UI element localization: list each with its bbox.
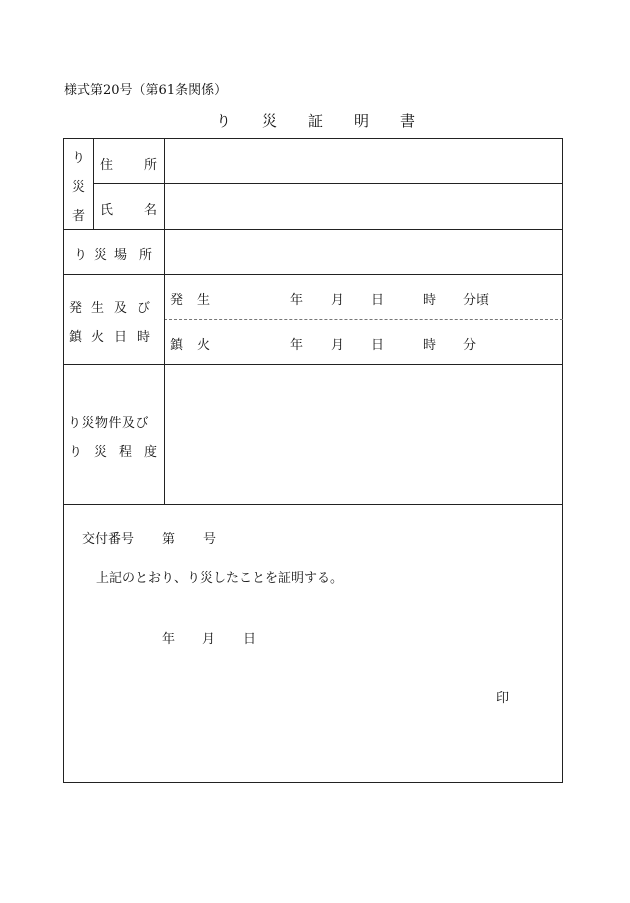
address-field[interactable] — [166, 141, 560, 181]
damage-label-line1: り災物件及び — [68, 416, 150, 431]
extinguish-label-char: 火 — [197, 338, 211, 353]
rule-victim-bottom — [63, 229, 563, 230]
issue-number-prefix: 第 — [162, 532, 176, 547]
name-label-char: 氏 — [100, 203, 114, 218]
title-char: 災 — [262, 112, 278, 130]
victim-label-char: 災 — [72, 180, 86, 195]
victim-label-char: り — [72, 151, 86, 166]
address-label-char: 所 — [144, 158, 158, 173]
form-number: 様式第20号（第61条関係） — [64, 83, 228, 98]
certification-year-unit: 年 — [162, 632, 176, 647]
extinguish-day-unit: 日 — [371, 338, 385, 353]
damage-label-char: 度 — [144, 445, 158, 460]
occurrence-label-char: 生 — [197, 293, 211, 308]
title-char: 証 — [308, 112, 324, 130]
occurrence-month-unit: 月 — [331, 293, 345, 308]
certification-day-unit: 日 — [243, 632, 257, 647]
extinguish-hour-unit: 時 — [423, 338, 437, 353]
damage-field[interactable] — [166, 367, 560, 502]
seal-mark: 印 — [496, 691, 510, 706]
name-field[interactable] — [166, 186, 560, 227]
datetime-label-char: 鎮 — [69, 330, 83, 345]
rule-damage-bottom — [63, 504, 563, 505]
document-title — [0, 110, 630, 130]
datetime-label-char: 時 — [137, 330, 151, 345]
rule-location-bottom — [63, 274, 563, 275]
datetime-label-char: び — [137, 301, 151, 316]
location-label-char: り — [74, 248, 88, 263]
extinguish-minute-unit: 分 — [463, 338, 477, 353]
rule-datetime-dashed — [164, 319, 563, 320]
issue-number-suffix: 号 — [203, 532, 217, 547]
rule-label-column — [164, 138, 165, 504]
damage-label-char: り — [69, 445, 83, 460]
damage-label-char: 災 — [94, 445, 108, 460]
datetime-label-char: 及 — [114, 301, 128, 316]
occurrence-hour-unit: 時 — [423, 293, 437, 308]
title-char: 明 — [354, 112, 370, 130]
occurrence-label-char: 発 — [170, 293, 184, 308]
damage-label-char: 程 — [119, 445, 133, 460]
datetime-label-char: 日 — [114, 330, 128, 345]
occurrence-day-unit: 日 — [371, 293, 385, 308]
title-char: り — [216, 112, 232, 130]
extinguish-label-char: 鎮 — [170, 338, 184, 353]
title-char: 書 — [400, 112, 416, 130]
certification-statement: 上記のとおり、り災したことを証明する。 — [96, 571, 344, 586]
datetime-label-char: 発 — [69, 301, 83, 316]
occurrence-year-unit: 年 — [290, 293, 304, 308]
datetime-label-char: 火 — [91, 330, 105, 345]
rule-datetime-bottom — [63, 364, 563, 365]
location-field[interactable] — [166, 232, 560, 272]
location-label-char: 場 — [114, 248, 128, 263]
extinguish-year-unit: 年 — [290, 338, 304, 353]
rule-victim-group — [93, 138, 94, 229]
certification-month-unit: 月 — [202, 632, 216, 647]
location-label-char: 災 — [94, 248, 108, 263]
location-label-char: 所 — [139, 248, 153, 263]
occurrence-minute-unit: 分頃 — [463, 293, 490, 308]
victim-label-char: 者 — [72, 209, 86, 224]
extinguish-month-unit: 月 — [331, 338, 345, 353]
address-label-char: 住 — [100, 158, 114, 173]
name-label-char: 名 — [144, 203, 158, 218]
datetime-label-char: 生 — [91, 301, 105, 316]
issue-number-label: 交付番号 — [82, 532, 135, 547]
